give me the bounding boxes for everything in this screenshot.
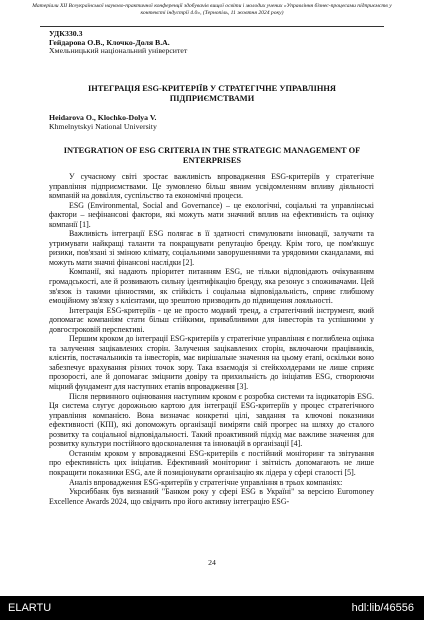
footer-bar bbox=[0, 596, 424, 620]
header-divider bbox=[40, 26, 384, 27]
paragraph: Компанії, які надають пріоритет питанням ESG, не тільки відповідають очікуванням громадськості, але й розвивають сильну ідентифікацію бренду, яка резонує з споживачами. Цей зв'язок із такими цінностями, як стійкість і соціальна відповідальність, сприяє глибшому емоційному зв'язку з клієнтами, що зрештою призводить до підвищення лояльності. bbox=[49, 267, 374, 306]
paragraph: Аналіз впровадження ESG-критеріїв у стратегічне управління в трьох компаніях: bbox=[69, 477, 343, 487]
paragraph: Після первинного оцінювання наступним кроком є розробка системи та індикаторів ESG. Ця система слугує дорожньою картою для інтеграції ESG-критеріїв у процес стратегічного управління компанією. Вона визначає конкретні цілі, завдання та ключові показники ефективності (КПІ), які допоможуть організації виміряти свій прогрес на шляху до сталого розвитку та соціальної відповідальності. Такий проактивний підхід має важливе значення для розвитку культури постійного вдосконалення та інновацій в організації [4]. bbox=[49, 391, 374, 449]
affiliation-en: Khmelnytskyi National University bbox=[49, 122, 157, 131]
title-en: INTEGRATION OF ESG CRITERIA IN THE STRATEGIC MANAGEMENT OF ENTERPRISES bbox=[63, 146, 361, 165]
paragraph: Інтеграція ESG-критеріїв - це не просто модний тренд, а стратегічний інструмент, який допомагає компаніям стати більш стійкими, привабливими для інвесторів та успішними у довгостроковій перспективі. bbox=[49, 305, 374, 334]
title-ua: ІНТЕГРАЦІЯ ESG-КРИТЕРІЇВ У СТРАТЕГІЧНЕ УПРАВЛІННЯ ПІДПРИЄМСТВАМИ bbox=[88, 84, 336, 103]
paragraph: Першим кроком до інтеграції ESG-критеріїв у стратегічне управління є поглиблена оцінка та залучення зацікавлених сторін. Залучення зацікавлених сторін, включаючи працівників, клієнтів, постачальників та інвесторів, має вирішальне значення на цьому етапі, оскільки воно забезпечує врахування різних точок зору. Така взаємодія зі стейкхолдерами не лише сприяє прозорості, але й допомагає зміцнити довіру та прихильність до ініціатив ESG, створюючи міцний фундамент для наступних етапів впровадження [3]. bbox=[49, 334, 374, 392]
affiliation-ua: Хмельницький національний університет bbox=[49, 46, 188, 55]
paragraph: Важливість інтеграції ESG полягає в її здатності стимулювати інновації, залучати та утримувати найкращі таланти та покращувати репутацію бренду. Крім того, це пом'якшує ризики, пов'язані зі зміною клімату, соціальними заворушеннями та урядовими скандалами, які можуть мати значні фінансові наслідки [2]. bbox=[49, 229, 374, 267]
authors-ua: Гейдарова О.В., Клочко-Доля В.А. bbox=[49, 38, 170, 47]
conference-header: Матеріали XII Всеукраїнської науково-практичної конференції здобувачів вищої освіти і молодих учених «Управління бізнес-процесами підприємств у контексті індустрії 4.0», (Тернопіль, 11 жовтня 2024 року) bbox=[32, 3, 392, 16]
paragraph: Укрсиббанк був визнаний "Банком року у сфері ESG в Україні" за версією Euromoney Excellence Awards 2024, що свідчить про його активну інтеграцію ESG- bbox=[49, 487, 374, 506]
paragraph: ESG (Environmental, Social and Governance) – це екологічні, соціальні та управлінські фактори – нефінансові фактори, які можуть мати значний вплив на ефективність та оцінку компанії [1]. bbox=[49, 200, 374, 229]
paragraph: Останнім кроком у впровадженні ESG-критеріїв є постійний моніторинг та звітування про ефективність цих ініціатив. Ефективний моніторинг і звітність допомагають не лише покращити показники ESG, але й позиціонувати організацію як лідера у сфері сталості [5]. bbox=[49, 448, 374, 477]
page-number: 24 bbox=[208, 558, 216, 567]
footer-repository-label: ELARTU bbox=[8, 602, 52, 614]
footer-handle-link[interactable]: hdl:lib/46556 bbox=[351, 602, 414, 614]
authors-en: Heidarova O., Klochko-Dolya V. bbox=[49, 113, 157, 122]
udk-code: УДК330.3 bbox=[49, 29, 83, 38]
paragraph: У сучасному світі зростає важливість впровадження ESG-критеріїв у стратегічне управління підприємствами. Це зумовлено більш явним усвідомленням впливу діяльності компаній на довкілля, суспільство та економічні процеси. bbox=[49, 172, 374, 201]
article-body bbox=[49, 172, 374, 506]
